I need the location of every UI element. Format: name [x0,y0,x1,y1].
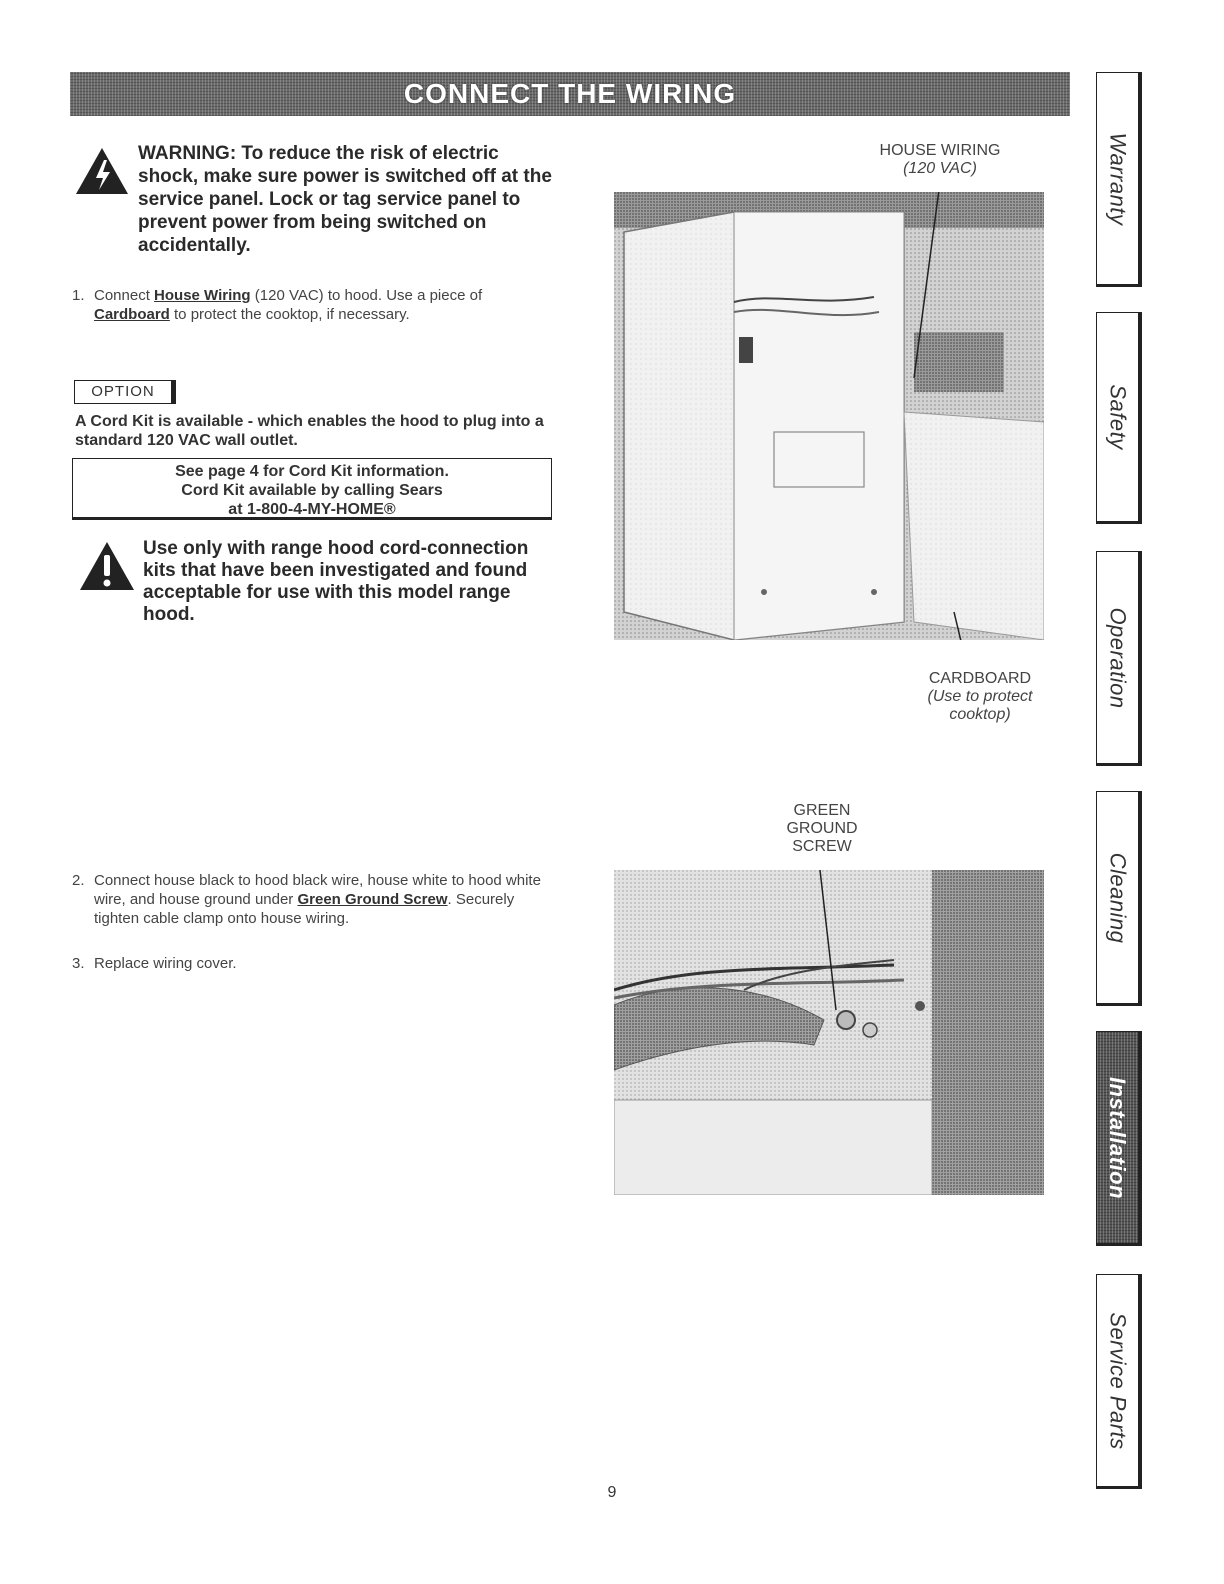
option-tag: OPTION [74,380,176,404]
caution-exclamation-icon [78,540,136,592]
green-ground-screw-term: Green Ground Screw [297,891,448,908]
callout-label: HOUSE WIRING [879,142,1001,159]
cardboard-callout [890,670,1070,724]
callout-sublabel: (120 VAC) [903,160,977,177]
tab-installation[interactable] [1096,1031,1142,1246]
tab-label: Cleaning [1105,852,1131,943]
green-ground-screw-callout [752,802,892,856]
step-number: 2. [72,872,85,889]
caution-message: Use only with range hood cord-connection kits that have been investigated and found acceptable for use with this model range hood. [143,538,529,625]
tab-service-parts[interactable] [1096,1274,1142,1489]
callout-label: SCREW [792,838,852,855]
tab-operation[interactable] [1096,551,1142,766]
step-3 [72,954,562,973]
callout-sublabel: cooktop) [949,706,1011,723]
tab-label: Warranty [1105,132,1131,225]
house-wiring-term: House Wiring [154,287,251,304]
electric-shock-warning-icon [74,146,130,196]
page-number: 9 [607,1484,617,1501]
tab-label: Service Parts [1105,1311,1131,1450]
tab-safety[interactable] [1096,312,1142,524]
step-text: (120 VAC) to hood. Use a piece of [250,287,483,304]
tab-cleaning[interactable] [1096,791,1142,1006]
step-text: . Securely tighten cable clamp onto house wiring. [94,891,515,927]
step-number: 1. [72,287,85,304]
warning-message: WARNING: To reduce the risk of electric shock, make sure power is switched off at the service panel. Lock or tag service panel to prevent power from being switched on accidentally. [138,143,552,256]
step-text: Connect [94,287,155,304]
tab-label: Installation [1105,1076,1131,1199]
step-text: Connect house black to hood black wire, house white to hood white wire, and house ground under [94,872,541,908]
step-text: to protect the cooktop, if necessary. [169,306,410,323]
option-description: A Cord Kit is available - which enables the hood to plug into a standard 120 VAC wall outlet. [75,413,544,449]
callout-sublabel: (Use to protect [927,688,1033,705]
house-wiring-callout [850,142,1030,178]
cord-kit-info-box [72,458,552,520]
section-title: CONNECT THE WIRING [403,78,737,109]
step-number: 3. [72,955,85,972]
callout-label: GROUND [786,820,858,837]
tab-label: Operation [1105,606,1131,709]
info-line-3: at 1-800-4-MY-HOME® [228,501,396,518]
callout-label: GREEN [793,802,851,819]
cardboard-term: Cardboard [94,306,170,323]
step-text: Replace wiring cover. [94,955,237,972]
tab-warranty[interactable] [1096,72,1142,287]
info-line-1: See page 4 for Cord Kit information. [175,463,449,480]
tab-label: Safety [1105,384,1131,450]
ground-screw-photo [614,870,1044,1195]
callout-label: CARDBOARD [928,670,1032,687]
step-2 [72,871,562,928]
hood-wiring-photo [614,192,1044,640]
step-1 [72,286,562,324]
info-line-2: Cord Kit available by calling Sears [181,482,443,499]
section-banner [70,72,1070,116]
